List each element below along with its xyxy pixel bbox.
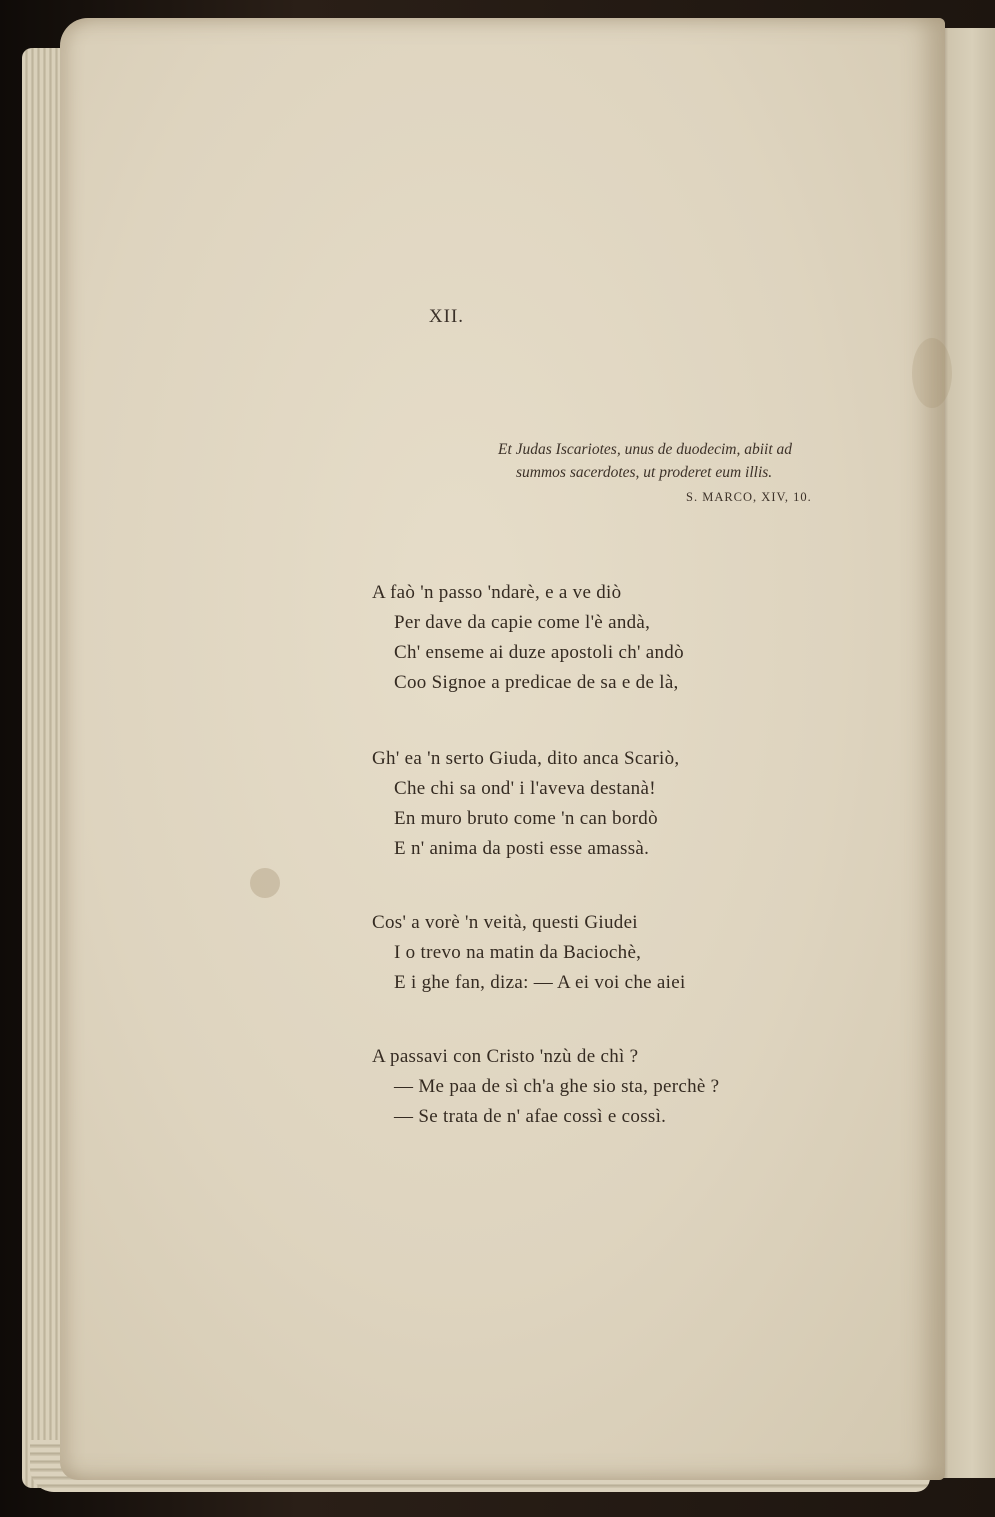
next-page-edge xyxy=(938,28,995,1478)
verse-line: — Se trata de n' afae cossì e cossì. xyxy=(394,1106,667,1127)
chapter-heading xyxy=(60,306,945,328)
stanza xyxy=(372,1042,719,1132)
verse-line: Ch' enseme ai duze apostoli ch' andò xyxy=(394,642,684,663)
epigraph-line: Et Judas Iscariotes, unus de duodecim, abiit ad xyxy=(498,441,793,458)
foxing-spot xyxy=(250,868,280,898)
verse-line: Coo Signoe a predicae de sa e de là, xyxy=(394,672,679,693)
stanza xyxy=(372,578,684,698)
verse-line: En muro bruto come 'n can bordò xyxy=(394,808,658,829)
verse-line: A faò 'n passo 'ndarè, e a ve diò xyxy=(372,582,622,603)
verse-line: E i ghe fan, diza: — A ei voi che aiei xyxy=(394,972,686,993)
verse-line: A passavi con Cristo 'nzù de chì ? xyxy=(372,1046,639,1067)
verse-line: E n' anima da posti esse amassà. xyxy=(394,838,650,859)
epigraph xyxy=(498,438,908,484)
chapter-number: XII. xyxy=(428,306,465,327)
verse-line: — Me paa de sì ch'a ghe sio sta, perchè ? xyxy=(394,1076,720,1097)
verse-line: Cos' a vorè 'n veità, questi Giudei xyxy=(372,912,638,933)
stanza xyxy=(372,908,686,998)
page-stack-edge xyxy=(22,48,62,1488)
book-page xyxy=(60,18,945,1480)
verse-line: Gh' ea 'n serto Giuda, dito anca Scariò, xyxy=(372,748,680,769)
stanza xyxy=(372,744,679,864)
verse-line: Che chi sa ond' i l'aveva destanà! xyxy=(394,778,656,799)
verse-line: I o trevo na matin da Baciochè, xyxy=(394,942,642,963)
epigraph-line: summos sacerdotes, ut proderet eum illis. xyxy=(516,464,773,481)
foxing-spot xyxy=(912,338,952,408)
verse-line: Per dave da capie come l'è andà, xyxy=(394,612,651,633)
epigraph-citation: S. MARCO, XIV, 10. xyxy=(686,490,812,504)
